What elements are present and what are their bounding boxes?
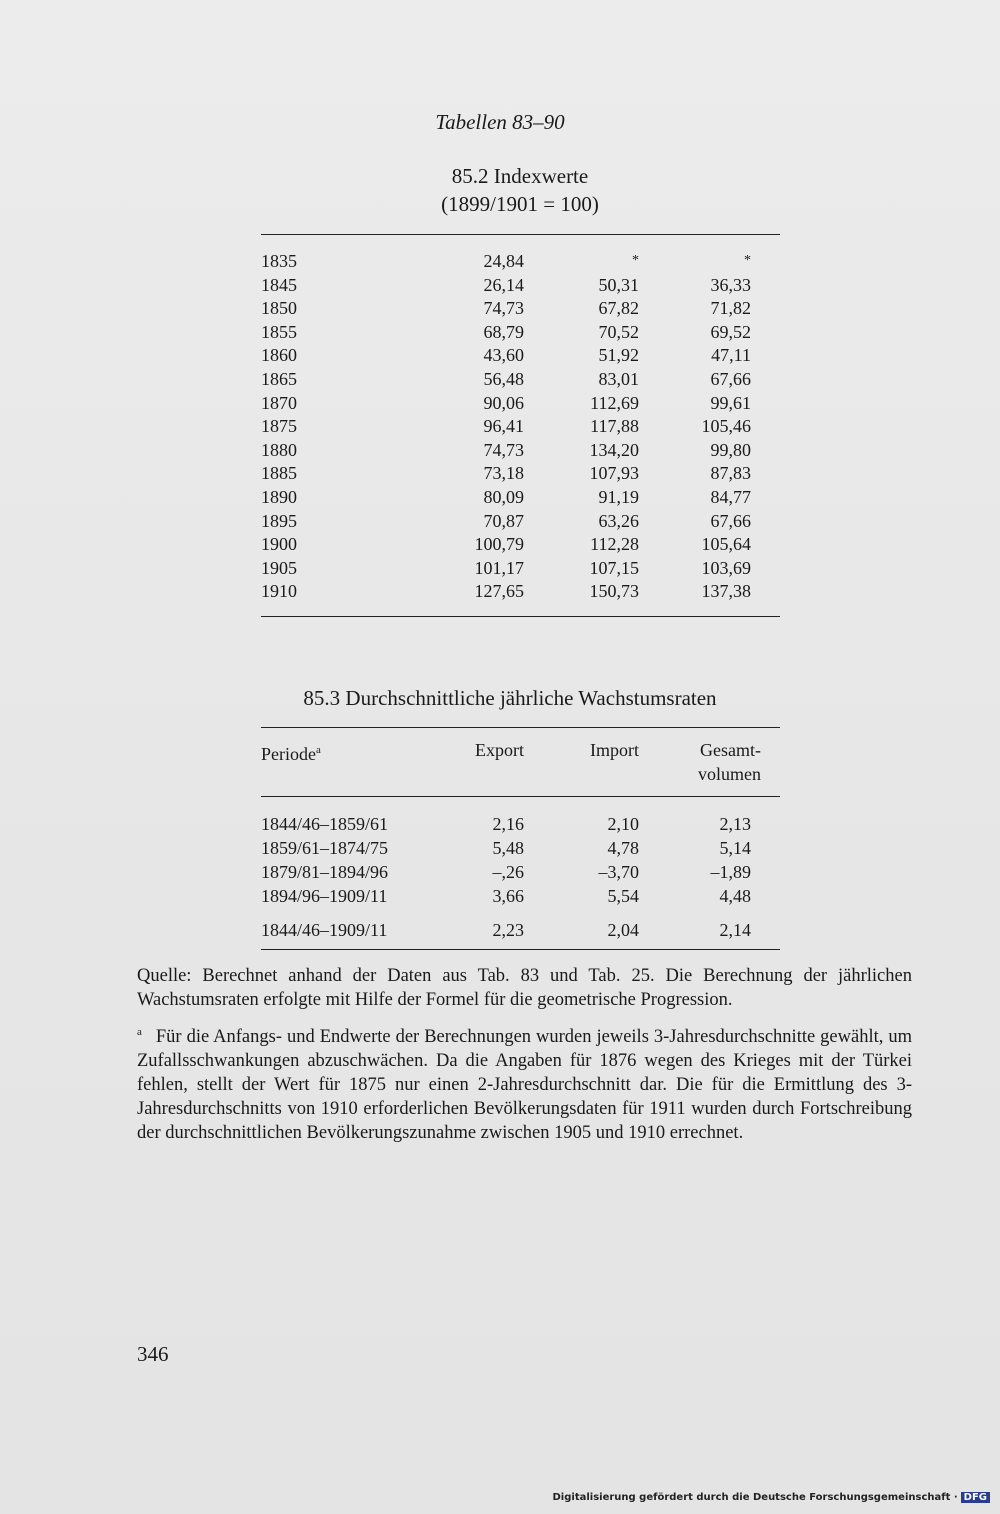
cell-import: 112,28: [590, 534, 639, 555]
cell-export: 70,87: [483, 510, 524, 531]
cell-label: 1895: [261, 510, 297, 531]
table-85-3-top-rule: [261, 727, 780, 728]
cell-label: 1885: [261, 463, 297, 484]
source-note: Quelle: Berechnet anhand der Daten aus Tab. 83 und Tab. 25. Die Berechnung der jährlichen Wachstumsraten erfolgte mit Hilfe der Formel für die geometrische Progression.: [137, 966, 912, 1010]
page-number: 346: [137, 1342, 169, 1366]
cell-export: 74,73: [483, 439, 524, 460]
table-row: [261, 579, 780, 603]
table-row: [261, 509, 780, 533]
cell-import: 2,10: [607, 814, 639, 834]
cell-export: 26,14: [483, 274, 524, 295]
cell-import: 4,78: [607, 838, 639, 858]
cell-label: 1850: [261, 298, 297, 319]
table-row: [261, 343, 780, 367]
cell-label: 1870: [261, 392, 297, 413]
cell-total: 69,52: [710, 321, 751, 342]
cell-total: 99,80: [710, 439, 751, 460]
cell-label: 1880: [261, 439, 297, 460]
cell-total: 67,66: [710, 369, 751, 389]
cell-export: 68,79: [483, 321, 524, 342]
cell-import: 70,52: [598, 321, 639, 342]
cell-label: 1905: [261, 557, 297, 578]
table-row: [261, 812, 780, 836]
table-row: [261, 532, 780, 556]
cell-total: 47,11: [711, 345, 751, 366]
cell-export: 90,06: [483, 392, 524, 413]
cell-total: 103,69: [701, 557, 751, 578]
cell-import: 107,93: [589, 463, 639, 484]
cell-export: 56,48: [483, 369, 524, 389]
cell-import: 50,31: [598, 274, 639, 295]
cell-import: 134,20: [589, 439, 639, 460]
cell-label: 1835: [261, 251, 297, 271]
table-row: [261, 438, 780, 462]
table-row: [261, 836, 780, 860]
cell-import: 63,26: [598, 510, 639, 531]
cell-export: 100,79: [474, 534, 524, 555]
cell-label: 1855: [261, 321, 297, 342]
cell-label: 1859/61–1874/75: [261, 838, 389, 858]
cell-total: 87,83: [710, 463, 751, 484]
table-row: [261, 556, 780, 580]
cell-total: 5,14: [719, 838, 751, 858]
table-row: [261, 320, 780, 344]
table-row: [261, 860, 780, 884]
cell-export: 96,41: [483, 416, 524, 437]
table-row: [261, 485, 780, 509]
dfg-logo: DFG: [961, 1492, 990, 1503]
cell-export: 73,18: [483, 463, 524, 484]
cell-export: 24,84: [483, 251, 524, 271]
cell-import: 112,69: [590, 392, 639, 413]
cell-total: 2,14: [719, 920, 751, 940]
cell-export: 43,60: [483, 345, 524, 366]
cell-import: 83,01: [598, 369, 639, 389]
header-period: Periode$^a$: [261, 744, 321, 764]
table-row: [261, 273, 780, 297]
table-row: [261, 918, 780, 942]
cell-label: 1865: [261, 369, 297, 389]
cell-export: 101,17: [474, 557, 524, 578]
cell-total: 4,48: [719, 886, 751, 906]
table-row: [261, 884, 780, 908]
table-row: [261, 391, 780, 415]
cell-label: 1900: [261, 534, 297, 555]
footnote-mark: a: [137, 1026, 142, 1038]
table-85-2-bottom-rule: [261, 616, 780, 617]
footnote: [137, 1020, 912, 1145]
table-row: [261, 367, 780, 391]
cell-label: 1844/46–1909/11: [261, 920, 388, 940]
cell-total: 105,46: [701, 416, 751, 437]
table-85-2-title: 85.2 Indexwerte: [451, 164, 589, 188]
footnote-text: Für die Anfangs- und Endwerte der Berechnungen wurden jeweils 3-Jahresdurchschnitte gewählt, um Zufallsschwankungen abzuschwächen. Da die Angaben für 1876 wegen des Krieges mit der Türkei fehlen, stellt der Wert für 1875 nur einen 2-Jahresdurchschnitt dar. Die für die Ermittlung des 3-Jahresdurchschnitts von 1910 erforderlichen Bevölkerungsdaten für 1911 wurden durch Fortschreibung der durchschnittlichen Bevölkerungszunahme zwischen 1905 und 1910 errechnet.: [137, 1027, 912, 1144]
cell-import: 150,73: [589, 581, 639, 602]
cell-total: 2,13: [719, 814, 751, 834]
header-export: Export: [475, 740, 524, 760]
cell-total: 99,61: [710, 392, 751, 413]
cell-total: *: [744, 253, 751, 268]
cell-total: –1,89: [710, 862, 751, 882]
header-total-line1: Gesamt-: [700, 740, 761, 760]
table-row: [261, 414, 780, 438]
table-85-2-subtitle: (1899/1901 = 100): [441, 192, 599, 216]
cell-total: 105,64: [701, 534, 751, 555]
cell-export: 3,66: [492, 886, 524, 906]
cell-label: 1875: [261, 416, 297, 437]
digitization-credit: [553, 1492, 991, 1503]
cell-export: 2,23: [492, 920, 524, 940]
table-row: [261, 249, 780, 273]
cell-export: 2,16: [492, 814, 524, 834]
cell-export: 80,09: [483, 487, 524, 507]
cell-label: 1894/96–1909/11: [261, 886, 388, 906]
cell-import: 51,92: [598, 345, 639, 366]
header-import: Import: [590, 740, 639, 760]
cell-export: 127,65: [474, 581, 524, 602]
table-85-2-top-rule: [261, 234, 780, 235]
table-row: [261, 461, 780, 485]
cell-label: 1845: [261, 274, 297, 295]
cell-label: 1844/46–1859/61: [261, 814, 389, 834]
cell-import: 67,82: [598, 298, 639, 319]
cell-import: *: [632, 253, 639, 268]
cell-total: 71,82: [710, 298, 751, 319]
cell-label: 1910: [261, 581, 297, 602]
cell-import: 91,19: [598, 487, 639, 507]
cell-export: 74,73: [483, 298, 524, 319]
credit-text: Digitalisierung gefördert durch die Deutsche Forschungsgemeinschaft ·: [552, 1492, 958, 1503]
cell-import: 2,04: [607, 920, 639, 940]
table-85-3-title: 85.3 Durchschnittliche jährliche Wachstumsraten: [303, 686, 717, 710]
table-85-3-bottom-rule: [261, 949, 780, 950]
header-total-line2: volumen: [698, 764, 761, 784]
table-85-3-header-rule: [261, 796, 780, 797]
cell-export: –,26: [492, 862, 524, 882]
cell-label: 1860: [261, 345, 297, 366]
cell-total: 137,38: [701, 581, 751, 602]
cell-import: –3,70: [598, 862, 639, 882]
cell-import: 107,15: [589, 557, 639, 578]
cell-total: 36,33: [710, 274, 751, 295]
cell-label: 1890: [261, 487, 297, 507]
table-row: [261, 296, 780, 320]
running-head: Tabellen 83–90: [435, 110, 565, 134]
cell-total: 84,77: [710, 487, 751, 507]
cell-import: 117,88: [590, 416, 639, 437]
table-85-3-header: [261, 738, 780, 788]
cell-export: 5,48: [492, 838, 524, 858]
cell-import: 5,54: [607, 886, 639, 906]
cell-label: 1879/81–1894/96: [261, 862, 389, 882]
cell-total: 67,66: [710, 510, 751, 531]
